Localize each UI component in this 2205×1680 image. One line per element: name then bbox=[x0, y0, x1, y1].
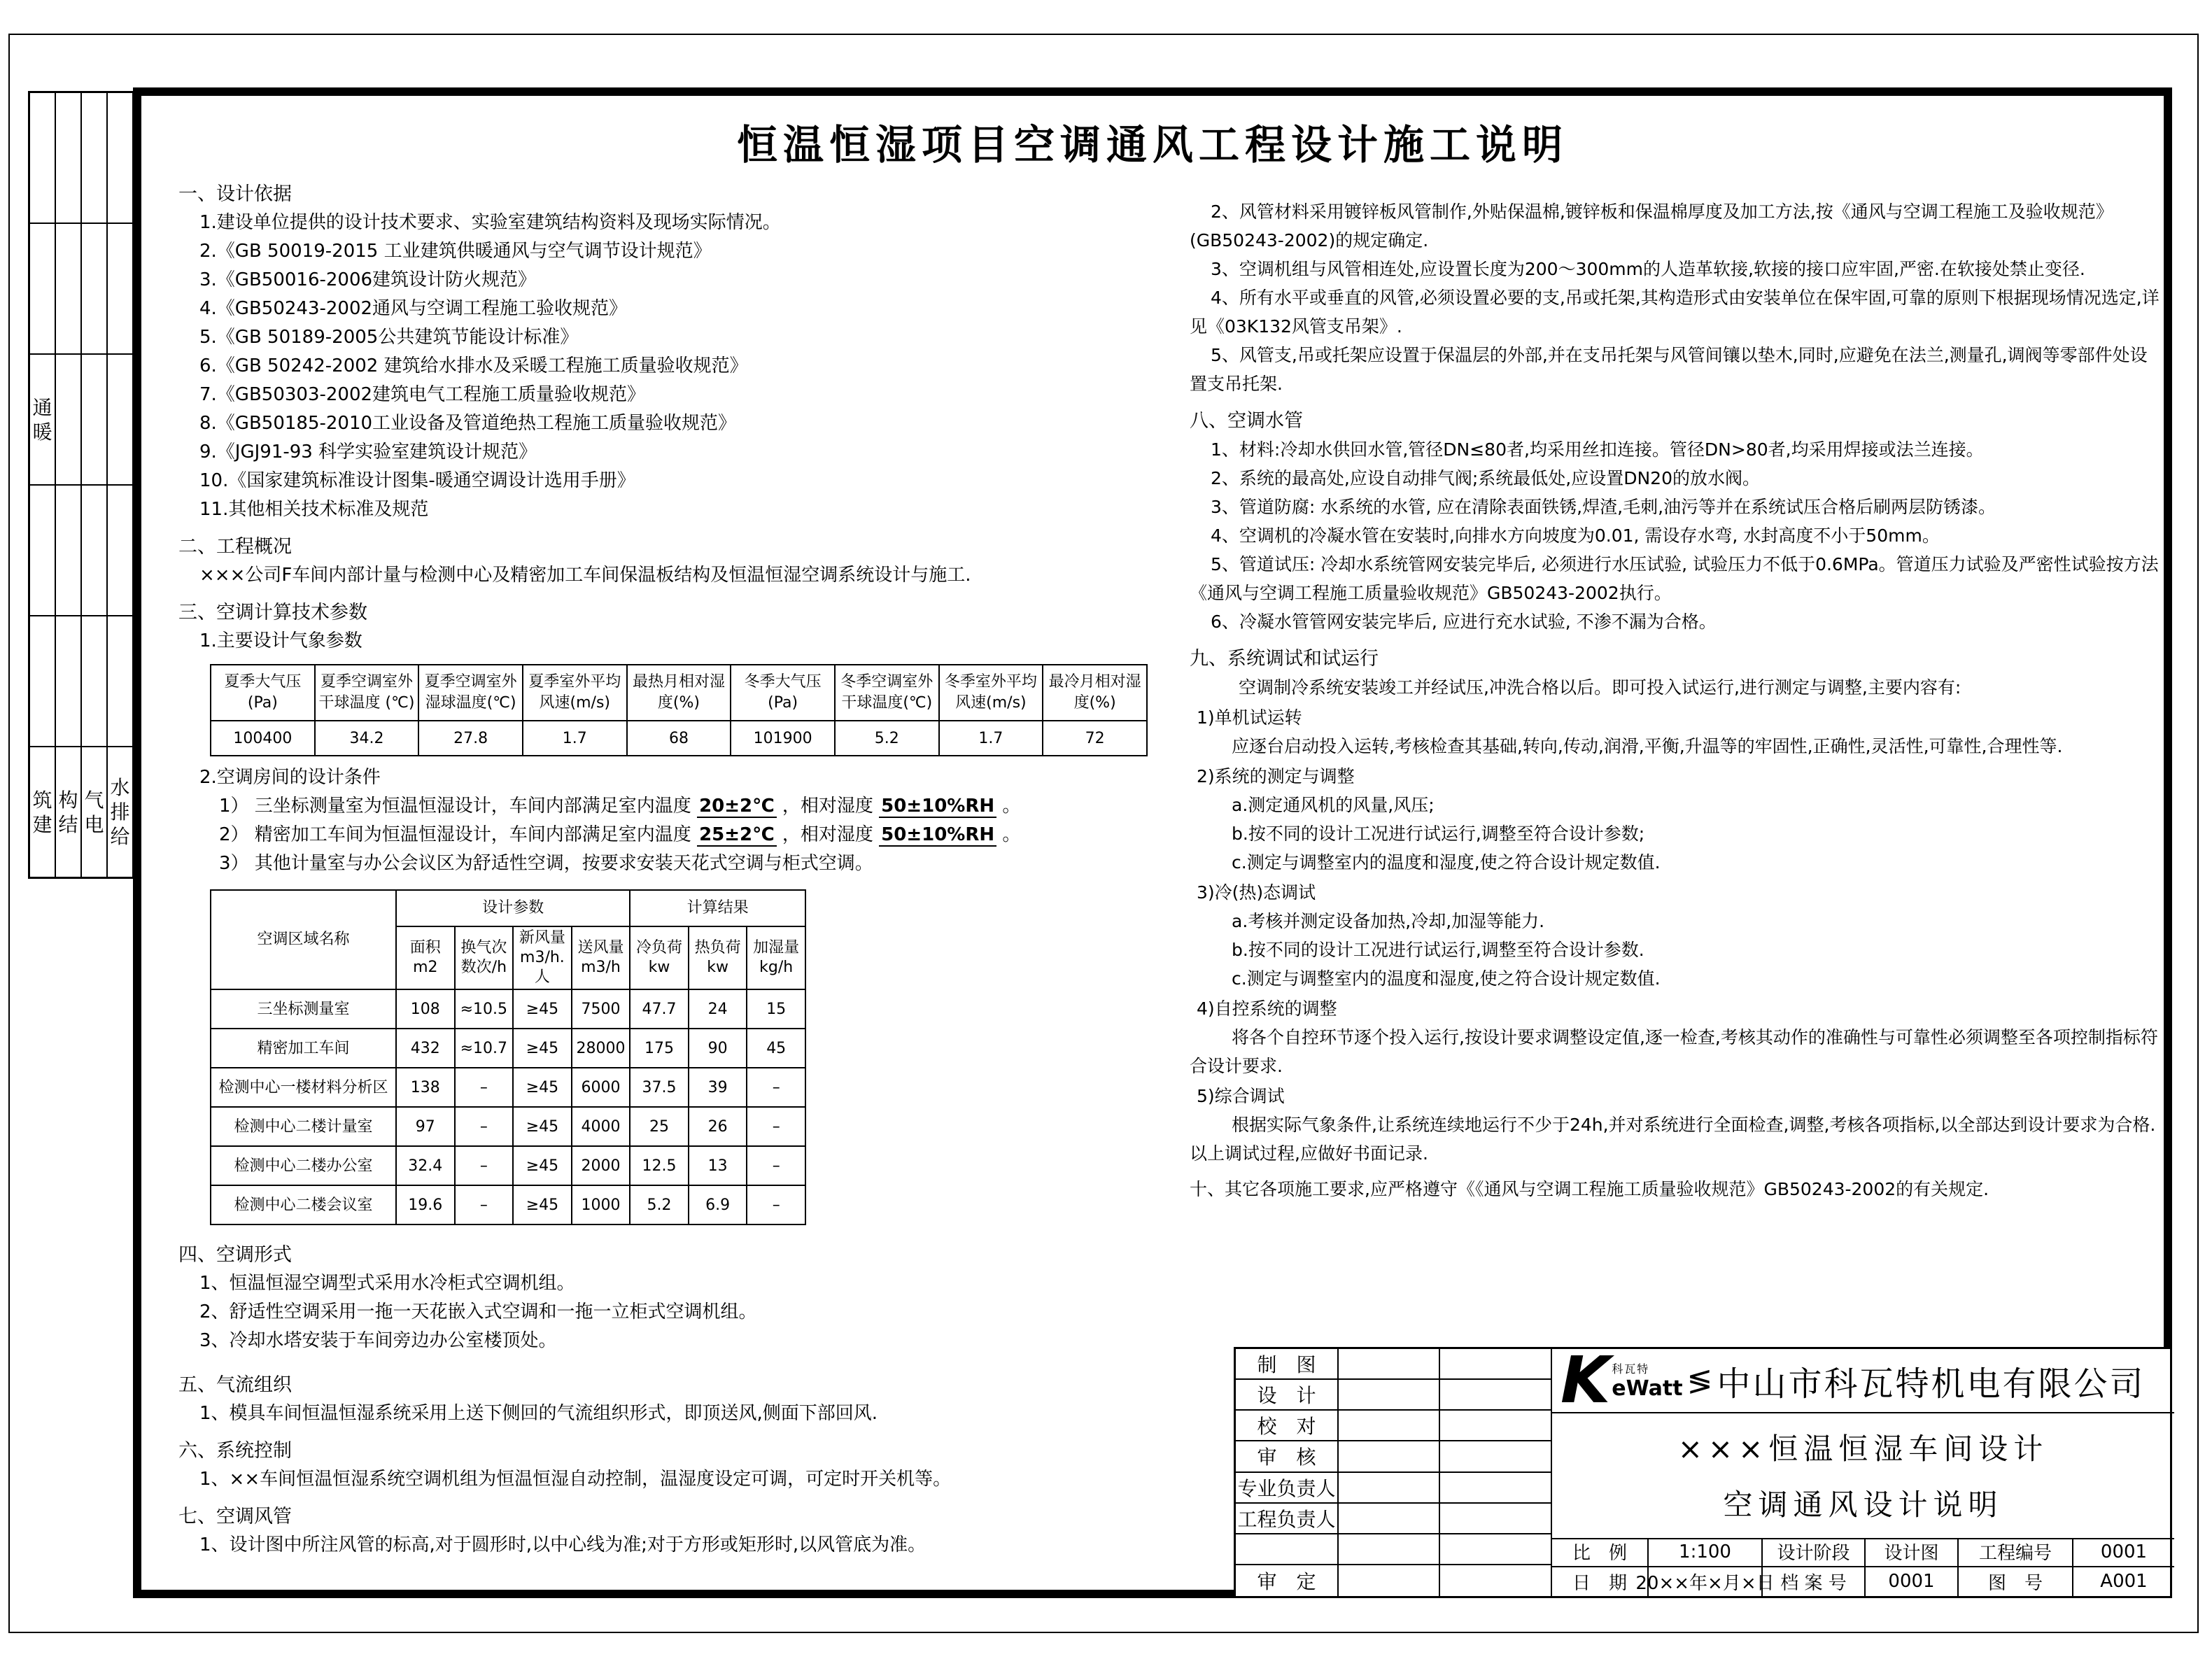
sub-section-title: 4)自控系统的调整 bbox=[1197, 998, 1337, 1019]
water-pipe-item: 4、空调机的冷凝水管在安装时,向排水方向坡度为0.01, 需设存水弯, 水封高度不小于50mm。 bbox=[1211, 525, 1940, 546]
area-header: 空调区域名称 bbox=[211, 890, 396, 989]
sub-heading-room-cond: 2.空调房间的设计条件 bbox=[199, 767, 381, 788]
climate-header: 夏季空调室外湿球温度(℃) bbox=[418, 665, 523, 721]
climate-header: 冬季大气压(Pa) bbox=[731, 665, 835, 721]
table-row bbox=[211, 1107, 805, 1146]
cond-text: 1） 三坐标测量室为恒温恒湿设计，车间内部满足室内温度 bbox=[219, 796, 698, 817]
zone-value: 175 bbox=[630, 1029, 689, 1068]
climate-value: 1.7 bbox=[939, 721, 1043, 756]
signature-cell bbox=[1440, 1473, 1552, 1504]
ref-item: 7.《GB50303-2002建筑电气工程施工质量验收规范》 bbox=[199, 384, 646, 405]
ref-item: 6.《GB 50242-2002 建筑给水排水及采暖工程施工质量验收规范》 bbox=[199, 355, 748, 376]
signature-cell bbox=[1339, 1504, 1440, 1534]
project-name: ×××恒温恒湿车间设计 bbox=[1677, 1432, 2049, 1466]
water-pipe-item: 6、冷凝水管管网安装完毕后, 应进行充水试验, 不渗不漏为合格。 bbox=[1211, 612, 1717, 632]
hvac-label: 通暖 bbox=[32, 395, 52, 444]
meta-band bbox=[1552, 1538, 2174, 1596]
strip-cell bbox=[29, 92, 55, 223]
strip-cell bbox=[29, 616, 55, 747]
signature-cell bbox=[1440, 1411, 1552, 1441]
zone-value: 25 bbox=[630, 1107, 689, 1146]
section-10-note: 十、其它各项施工要求,应严格遵守《《通风与空调工程施工质量验收规范》GB50243-2002的有关规定. bbox=[1190, 1179, 1989, 1199]
sub-header: 加湿量kg/h bbox=[747, 926, 805, 989]
left-column bbox=[178, 171, 1155, 1560]
strip-cell bbox=[81, 485, 107, 616]
duct-item: 4、所有水平或垂直的风管,必须设置必要的支,吊或托架,其构造形式由安装单位在保牢固,可靠的原则下根据现场情况选定,详见《03K132风管支吊架》. bbox=[1190, 288, 2160, 337]
strip-cell bbox=[107, 223, 133, 354]
zone-value: ≈10.5 bbox=[455, 989, 514, 1029]
struct-label: 构结 bbox=[58, 788, 78, 836]
zone-value: ≈10.7 bbox=[455, 1029, 514, 1068]
logo-text-stack bbox=[1612, 1360, 1682, 1401]
signature-cell bbox=[1440, 1349, 1552, 1380]
arch-label: 筑建 bbox=[32, 788, 52, 836]
climate-value: 34.2 bbox=[315, 721, 419, 756]
table-row bbox=[211, 1146, 805, 1185]
climate-header: 冬季室外平均风速(m/s) bbox=[939, 665, 1043, 721]
climate-header: 最冷月相对湿度(%) bbox=[1043, 665, 1147, 721]
zone-value: 6.9 bbox=[689, 1185, 747, 1224]
zone-value: 12.5 bbox=[630, 1146, 689, 1185]
ref-item: 9.《JGJ91-93 科学实验室建筑设计规范》 bbox=[199, 442, 537, 463]
zone-value: 32.4 bbox=[396, 1146, 455, 1185]
signature-cell bbox=[1440, 1534, 1552, 1565]
strip-cell bbox=[55, 616, 81, 747]
strip-cell bbox=[81, 354, 107, 485]
zone-value: 19.6 bbox=[396, 1185, 455, 1224]
strip-cell bbox=[107, 485, 133, 616]
water-pipe-item: 3、管道防腐: 水系统的水管, 应在清除表面铁锈,焊渣,毛刺,油污等并在系统试压合格后刷两层防锈漆。 bbox=[1211, 497, 1996, 517]
title-block bbox=[1234, 1343, 2172, 1598]
title-block-right bbox=[1552, 1343, 2174, 1596]
zone-value: ≥45 bbox=[513, 1185, 572, 1224]
cond-text: ，相对湿度 bbox=[776, 796, 880, 817]
strip-cell-hvac bbox=[29, 354, 55, 485]
signature-cell bbox=[1339, 1565, 1440, 1596]
section-1-heading: 一、设计依据 bbox=[178, 183, 292, 205]
date-value: 20××年×月×日 bbox=[1649, 1567, 1763, 1597]
signature-cell bbox=[1440, 1380, 1552, 1411]
sub-section-line: a.测定通风机的风量,风压; bbox=[1232, 795, 1435, 815]
company-logo-icon: K bbox=[1561, 1343, 1611, 1418]
zone-value: 1000 bbox=[572, 1185, 630, 1224]
sub-section-line: c.测定与调整室内的温度和湿度,使之符合设计规定数值. bbox=[1232, 852, 1661, 873]
stage-value: 设计图 bbox=[1866, 1538, 1959, 1567]
strip-cell bbox=[55, 92, 81, 223]
ref-item: 10.《国家建筑标准设计图集-暖通空调设计选用手册》 bbox=[199, 470, 635, 491]
table-row bbox=[211, 989, 805, 1029]
zone-value: ≥45 bbox=[513, 1068, 572, 1107]
climate-value: 1.7 bbox=[523, 721, 627, 756]
climate-value: 72 bbox=[1043, 721, 1147, 756]
humidity-spec: 50±10%RH bbox=[879, 824, 996, 847]
sub-section-line: 根据实际气象条件,让系统连续地运行不少于24h,并对系统进行全面检查,调整,考核各项指标,以全部达到设计要求为合格.以上调试过程,应做好书面记录. bbox=[1190, 1115, 2156, 1164]
group-header-calc: 计算结果 bbox=[630, 890, 805, 926]
signature-cell bbox=[1339, 1380, 1440, 1411]
water-pipe-item: 2、系统的最高处,应设自动排气阀;系统最低处,应设置DN20的放水阀。 bbox=[1211, 468, 1760, 488]
group-header-design: 设计参数 bbox=[396, 890, 630, 926]
ac-form-item: 2、舒适性空调采用一拖一天花嵌入式空调和一拖一立柜式空调机组。 bbox=[199, 1301, 757, 1322]
water-pipe-item: 5、管道试压: 冷却水系统管网安装完毕后, 必须进行水压试验, 试验压力不低于0.6MPa。管道压力试验及严密性试验按方法《通风与空调工程施工质量验收规范》GB50243-2002执行。 bbox=[1190, 554, 2159, 603]
drawing-title-text: 空调通风设计说明 bbox=[1723, 1488, 2003, 1522]
strip-cell bbox=[55, 485, 81, 616]
climate-value: 68 bbox=[627, 721, 731, 756]
ac-form-item: 3、冷却水塔安装于车间旁边办公室楼顶处。 bbox=[199, 1330, 557, 1351]
climate-header-row bbox=[211, 665, 1147, 721]
section-4-heading: 四、空调形式 bbox=[178, 1244, 292, 1266]
temp-spec: 25±2℃ bbox=[697, 824, 777, 847]
zone-value: 28000 bbox=[572, 1029, 630, 1068]
section-9-heading: 九、系统调试和试运行 bbox=[1190, 648, 1379, 670]
zone-value: ≥45 bbox=[513, 1029, 572, 1068]
section-8-heading: 八、空调水管 bbox=[1190, 410, 1303, 432]
climate-value-row bbox=[211, 721, 1147, 756]
climate-value: 100400 bbox=[211, 721, 315, 756]
zone-value: 47.7 bbox=[630, 989, 689, 1029]
zone-value: – bbox=[747, 1107, 805, 1146]
climate-header: 夏季室外平均风速(m/s) bbox=[523, 665, 627, 721]
right-column bbox=[1190, 197, 2164, 1203]
table-row bbox=[211, 1029, 805, 1068]
strip-cell bbox=[81, 616, 107, 747]
signature-cell bbox=[1440, 1565, 1552, 1596]
cond-text: 。 bbox=[996, 824, 1021, 845]
sub-section-title: 3)冷(热)态调试 bbox=[1197, 882, 1316, 903]
section-5-heading: 五、气流组织 bbox=[178, 1374, 292, 1396]
scale-value: 1:100 bbox=[1649, 1538, 1763, 1567]
sub-header: 冷负荷kw bbox=[630, 926, 689, 989]
role-label: 制 图 bbox=[1236, 1349, 1339, 1380]
strip-cell-plumb bbox=[107, 747, 133, 877]
strip-cell bbox=[107, 354, 133, 485]
cond-text: 2） 精密加工车间为恒温恒湿设计，车间内部满足室内温度 bbox=[219, 824, 698, 845]
zone-value: – bbox=[747, 1185, 805, 1224]
zone-value: 37.5 bbox=[630, 1068, 689, 1107]
humidity-spec: 50±10%RH bbox=[879, 796, 996, 818]
sub-header: 新风量m3/h.人 bbox=[513, 926, 572, 989]
zone-value: 4000 bbox=[572, 1107, 630, 1146]
zone-value: 13 bbox=[689, 1146, 747, 1185]
role-label: 审 定 bbox=[1236, 1565, 1339, 1596]
zone-value: – bbox=[455, 1146, 514, 1185]
company-band bbox=[1552, 1343, 2174, 1418]
zone-value: ≥45 bbox=[513, 989, 572, 1029]
scale-label: 比 例 bbox=[1552, 1538, 1649, 1567]
sheet-no-label: 图 号 bbox=[1959, 1567, 2073, 1597]
role-label: 审 核 bbox=[1236, 1441, 1339, 1472]
ref-item: 1.建设单位提供的设计技术要求、实验室建筑结构资料及现场实际情况。 bbox=[199, 212, 781, 233]
water-pipe-item: 1、材料:冷却水供回水管,管径DN≤80者,均采用丝扣连接。管径DN>80者,均采用焊接或法兰连接。 bbox=[1211, 439, 1984, 460]
sub-section-title: 5)综合调试 bbox=[1197, 1086, 1285, 1106]
project-band bbox=[1552, 1412, 2174, 1539]
project-no-value: 0001 bbox=[2073, 1538, 2174, 1567]
temp-spec: 20±2℃ bbox=[697, 796, 777, 818]
strip-cell-elec bbox=[81, 747, 107, 877]
zone-value: 432 bbox=[396, 1029, 455, 1068]
sub-header: 面积m2 bbox=[396, 926, 455, 989]
zone-value: 2000 bbox=[572, 1146, 630, 1185]
strip-cell bbox=[107, 616, 133, 747]
signature-table bbox=[1236, 1349, 1552, 1596]
zone-value: ≥45 bbox=[513, 1107, 572, 1146]
sheet-no-value: A001 bbox=[2100, 1571, 2148, 1593]
zone-value: 97 bbox=[396, 1107, 455, 1146]
discipline-strip bbox=[28, 91, 134, 879]
sub-header: 送风量m3/h bbox=[572, 926, 630, 989]
zone-name: 检测中心二楼办公室 bbox=[211, 1146, 396, 1185]
company-name: 中山市科瓦特机电有限公司 bbox=[1717, 1364, 2146, 1404]
strip-cell bbox=[29, 223, 55, 354]
cond-text: ，相对湿度 bbox=[776, 824, 880, 845]
section-2-heading: 二、工程概况 bbox=[178, 536, 292, 558]
ref-item: 2.《GB 50019-2015 工业建筑供暖通风与空气调节设计规范》 bbox=[199, 241, 712, 262]
zone-value: 26 bbox=[689, 1107, 747, 1146]
strip-cell bbox=[29, 485, 55, 616]
duct-item: 1、设计图中所注风管的标高,对于圆形时,以中心线为准;对于方形或矩形时,以风管底为准。 bbox=[199, 1534, 927, 1555]
sub-section-line: 将各个自控环节逐个投入运行,按设计要求调整设定值,逐一检查,考核其动作的准确性与可靠性必须调整至各项控制指标符合设计要求. bbox=[1190, 1027, 2158, 1076]
room-condition: 3） 其他计量室与办公会议区为舒适性空调，按要求安装天花式空调与柜式空调。 bbox=[219, 853, 873, 874]
climate-header: 夏季大气压(Pa) bbox=[211, 665, 315, 721]
role-label: 校 对 bbox=[1236, 1411, 1339, 1441]
zone-name: 检测中心一楼材料分析区 bbox=[211, 1068, 396, 1107]
strip-cell-arch bbox=[29, 747, 55, 877]
logo-cn-text: 科瓦特 bbox=[1612, 1362, 1650, 1376]
control-item: 1、××车间恒温恒湿系统空调机组为恒温恒湿自动控制，温湿度设定可调，可定时开关机等。 bbox=[199, 1469, 952, 1490]
zone-value: 45 bbox=[747, 1029, 805, 1068]
cond-text: 。 bbox=[996, 796, 1021, 817]
zone-value: 90 bbox=[689, 1029, 747, 1068]
signature-cell bbox=[1236, 1534, 1339, 1565]
ref-item: 4.《GB50243-2002通风与空调工程施工验收规范》 bbox=[199, 298, 628, 319]
zone-value: 39 bbox=[689, 1068, 747, 1107]
sub-section-line: 应逐台启动投入运转,考核检查其基础,转向,传动,润滑,平衡,升温等的牢固性,正确性,灵活性,可靠性,合理性等. bbox=[1232, 736, 2063, 756]
signature-cell bbox=[1339, 1473, 1440, 1504]
sub-header: 换气次数次/h bbox=[455, 926, 514, 989]
zone-name: 检测中心二楼计量室 bbox=[211, 1107, 396, 1146]
signature-cell bbox=[1339, 1534, 1440, 1565]
table-row bbox=[211, 1185, 805, 1224]
signature-cell bbox=[1440, 1441, 1552, 1472]
strip-cell bbox=[55, 354, 81, 485]
strip-cell bbox=[81, 223, 107, 354]
sub-section-line: b.按不同的设计工况进行试运行,调整至符合设计参数; bbox=[1232, 824, 1645, 844]
role-label: 工程负责人 bbox=[1236, 1504, 1339, 1534]
design-group-row bbox=[211, 890, 805, 926]
strip-cell bbox=[55, 223, 81, 354]
signature-cell bbox=[1339, 1441, 1440, 1472]
signature-cell bbox=[1339, 1411, 1440, 1441]
zone-value: 7500 bbox=[572, 989, 630, 1029]
elec-label: 气电 bbox=[84, 788, 104, 836]
section-3-heading: 三、空调计算技术参数 bbox=[178, 602, 367, 623]
section-7-heading: 七、空调风管 bbox=[178, 1506, 292, 1527]
ref-item: 3.《GB50016-2006建筑设计防火规范》 bbox=[199, 269, 537, 290]
climate-header: 夏季空调室外干球温度 (℃) bbox=[315, 665, 419, 721]
sub-header: 热负荷kw bbox=[689, 926, 747, 989]
sub-section-line: a.考核并测定设备加热,冷却,加湿等能力. bbox=[1232, 911, 1545, 931]
zone-value: – bbox=[455, 1185, 514, 1224]
climate-value: 101900 bbox=[731, 721, 835, 756]
commissioning-intro: 空调制冷系统安装竣工并经试压,冲洗合格以后。即可投入试运行,进行测定与调整,主要内容有: bbox=[1239, 677, 1961, 698]
climate-value: 5.2 bbox=[835, 721, 939, 756]
climate-header: 冬季空调室外干球温度(℃) bbox=[835, 665, 939, 721]
date-label: 日 期 bbox=[1552, 1567, 1649, 1597]
sub-section-title: 1)单机试运转 bbox=[1197, 707, 1302, 728]
archive-value: 0001 bbox=[1866, 1567, 1959, 1597]
signature-cell bbox=[1440, 1504, 1552, 1534]
strip-cell-struct bbox=[55, 747, 81, 877]
zone-name: 三坐标测量室 bbox=[211, 989, 396, 1029]
climate-value: 27.8 bbox=[418, 721, 523, 756]
zone-value: 24 bbox=[689, 989, 747, 1029]
sub-section-line: c.测定与调整室内的温度和湿度,使之符合设计规定数值. bbox=[1232, 968, 1661, 989]
ac-form-item: 1、恒温恒湿空调型式采用水冷柜式空调机组。 bbox=[199, 1273, 575, 1294]
duct-item: 2、风管材料采用镀锌板风管制作,外贴保温棉,镀锌板和保温棉厚度及加工方法,按《通风与空调工程施工及验收规范》(GB50243-2002)的规定确定. bbox=[1190, 202, 2113, 250]
role-label: 设 计 bbox=[1236, 1380, 1339, 1411]
zone-name: 检测中心二楼会议室 bbox=[211, 1185, 396, 1224]
table-row bbox=[211, 1068, 805, 1107]
stage-label: 设计阶段 bbox=[1763, 1538, 1866, 1567]
sheet-title: 恒温恒湿项目空调通风工程设计施工说明 bbox=[736, 121, 1568, 169]
zone-name: 精密加工车间 bbox=[211, 1029, 396, 1068]
archive-label: 档 案 号 bbox=[1763, 1567, 1866, 1597]
zone-value: – bbox=[455, 1107, 514, 1146]
climate-table bbox=[210, 664, 1148, 756]
ref-item: 8.《GB50185-2010工业设备及管道绝热工程施工质量验收规范》 bbox=[199, 413, 737, 434]
logo-zigzag-icon: ≶ bbox=[1686, 1362, 1713, 1399]
room-condition bbox=[178, 821, 1155, 849]
duct-item: 3、空调机组与风管相连处,应设置长度为200～300mm的人造革软接,软接的接口应牢固,严密.在软接处禁止变径. bbox=[1211, 259, 2085, 279]
duct-item: 5、风管支,吊或托架应设置于保温层的外部,并在支吊托架与风管间镶以垫木,同时,应避免在法兰,测量孔,调阀等零部件处设置支吊托架. bbox=[1190, 345, 2148, 394]
role-label: 专业负责人 bbox=[1236, 1473, 1339, 1504]
section-6-heading: 六、系统控制 bbox=[178, 1440, 292, 1462]
signature-cell bbox=[1339, 1349, 1440, 1380]
logo-en-text: eWatt bbox=[1612, 1376, 1683, 1401]
zone-value: 6000 bbox=[572, 1068, 630, 1107]
zone-value: ≥45 bbox=[513, 1146, 572, 1185]
airflow-item: 1、模具车间恒温恒湿系统采用上送下侧回的气流组织形式，即顶送风,侧面下部回风. bbox=[199, 1403, 878, 1424]
sub-section-title: 2)系统的测定与调整 bbox=[1197, 766, 1355, 786]
ref-item: 5.《GB 50189-2005公共建筑节能设计标准》 bbox=[199, 327, 579, 348]
zone-value: – bbox=[455, 1068, 514, 1107]
climate-header: 最热月相对湿度(%) bbox=[627, 665, 731, 721]
room-condition bbox=[178, 792, 1155, 821]
sub-heading-climate: 1.主要设计气象参数 bbox=[199, 630, 362, 651]
zone-value: 15 bbox=[747, 989, 805, 1029]
strip-cell bbox=[81, 92, 107, 223]
sub-section-line: b.按不同的设计工况进行试运行,调整至符合设计参数. bbox=[1232, 940, 1644, 960]
zone-value: 108 bbox=[396, 989, 455, 1029]
project-no-label: 工程编号 bbox=[1959, 1538, 2073, 1567]
design-table bbox=[210, 889, 806, 1225]
strip-cell bbox=[107, 92, 133, 223]
zone-value: 138 bbox=[396, 1068, 455, 1107]
zone-value: 5.2 bbox=[630, 1185, 689, 1224]
zone-value: – bbox=[747, 1068, 805, 1107]
ref-item: 11.其他相关技术标准及规范 bbox=[199, 499, 429, 520]
zone-value: – bbox=[747, 1146, 805, 1185]
plumb-label: 水排给 bbox=[110, 776, 130, 848]
project-overview: ×××公司F车间内部计量与检测中心及精密加工车间保温板结构及恒温恒湿空调系统设计与施工. bbox=[199, 565, 971, 586]
